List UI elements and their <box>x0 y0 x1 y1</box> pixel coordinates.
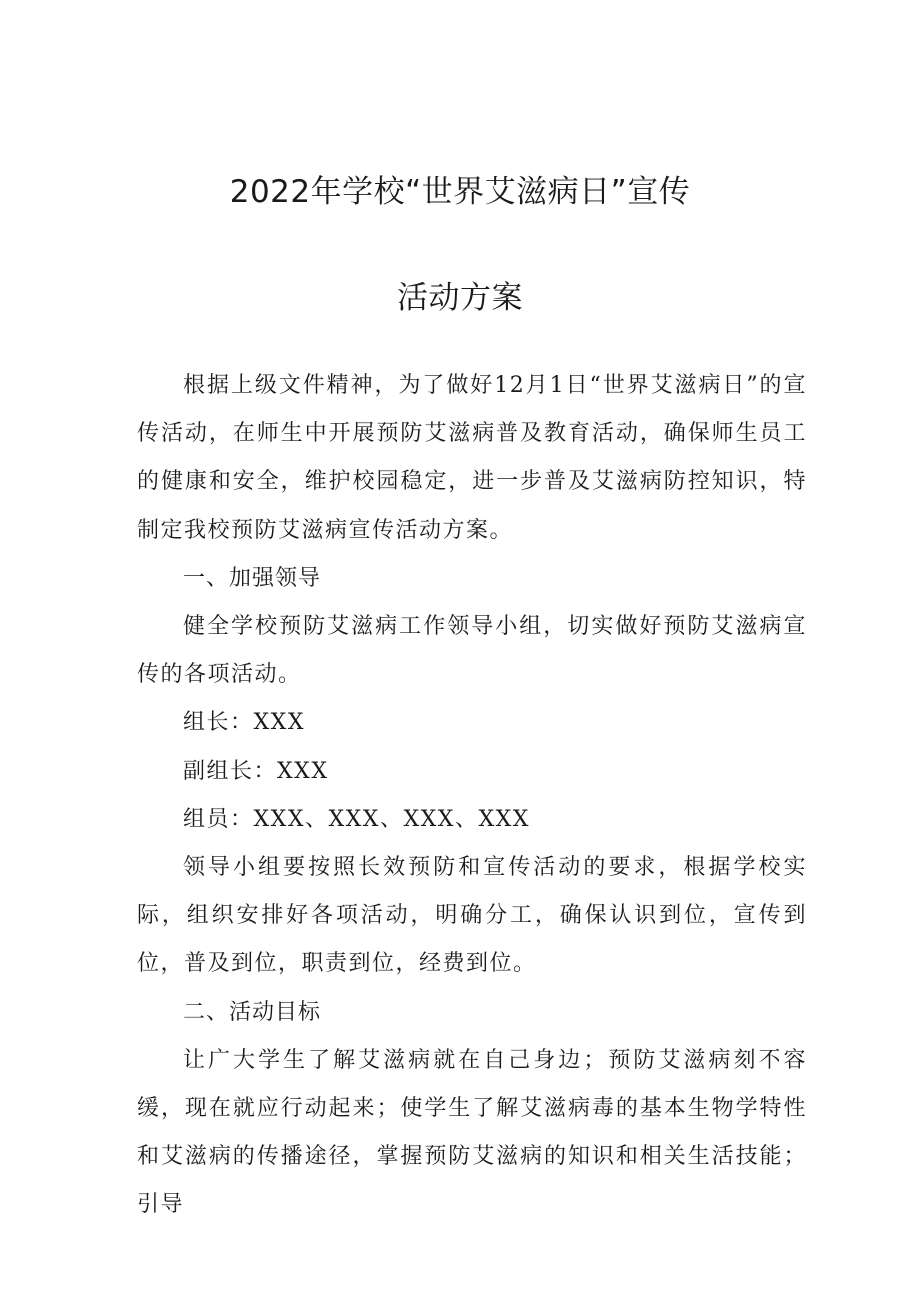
section-heading-leadership: 一、加强领导 <box>183 565 322 591</box>
document-title-line-2: 活动方案 <box>397 280 523 316</box>
document-title-line-1: 2022年学校“世界艾滋病日”宣传 <box>229 174 691 210</box>
leadership-paragraph: 健全学校预防艾滋病工作领导小组，切实做好预防艾滋病宣传的各项活动。 <box>137 614 807 688</box>
goals-paragraph: 让广大学生了解艾滋病就在自己身边；预防艾滋病刻不容缓，现在就应行动起来；使学生了解艾滋病毒的基本生物学特性和艾滋病的传播途径，掌握预防艾滋病的知识和相关生活技能；引导 <box>137 1047 807 1218</box>
intro-paragraph: 根据上级文件精神，为了做好12月1日“世界艾滋病日”的宣传活动，在师生中开展预防艾滋病普及教育活动，确保师生员工的健康和安全，维护校园稳定，进一步普及艾滋病防控知识，特制定我校预防艾滋病宣传活动方案。 <box>137 373 807 543</box>
section-heading-goals: 二、活动目标 <box>183 999 322 1025</box>
document-body <box>137 362 807 1230</box>
leadership-duties-paragraph: 领导小组要按照长效预防和宣传活动的要求，根据学校实际，组织安排好各项活动，明确分工，确保认识到位，宣传到位，普及到位，职责到位，经费到位。 <box>137 855 807 977</box>
members-line: 组员：XXX、XXX、XXX、XXX <box>183 806 530 832</box>
leader-line: 组长：XXX <box>183 710 305 736</box>
deputy-leader-line: 副组长：XXX <box>183 758 329 784</box>
